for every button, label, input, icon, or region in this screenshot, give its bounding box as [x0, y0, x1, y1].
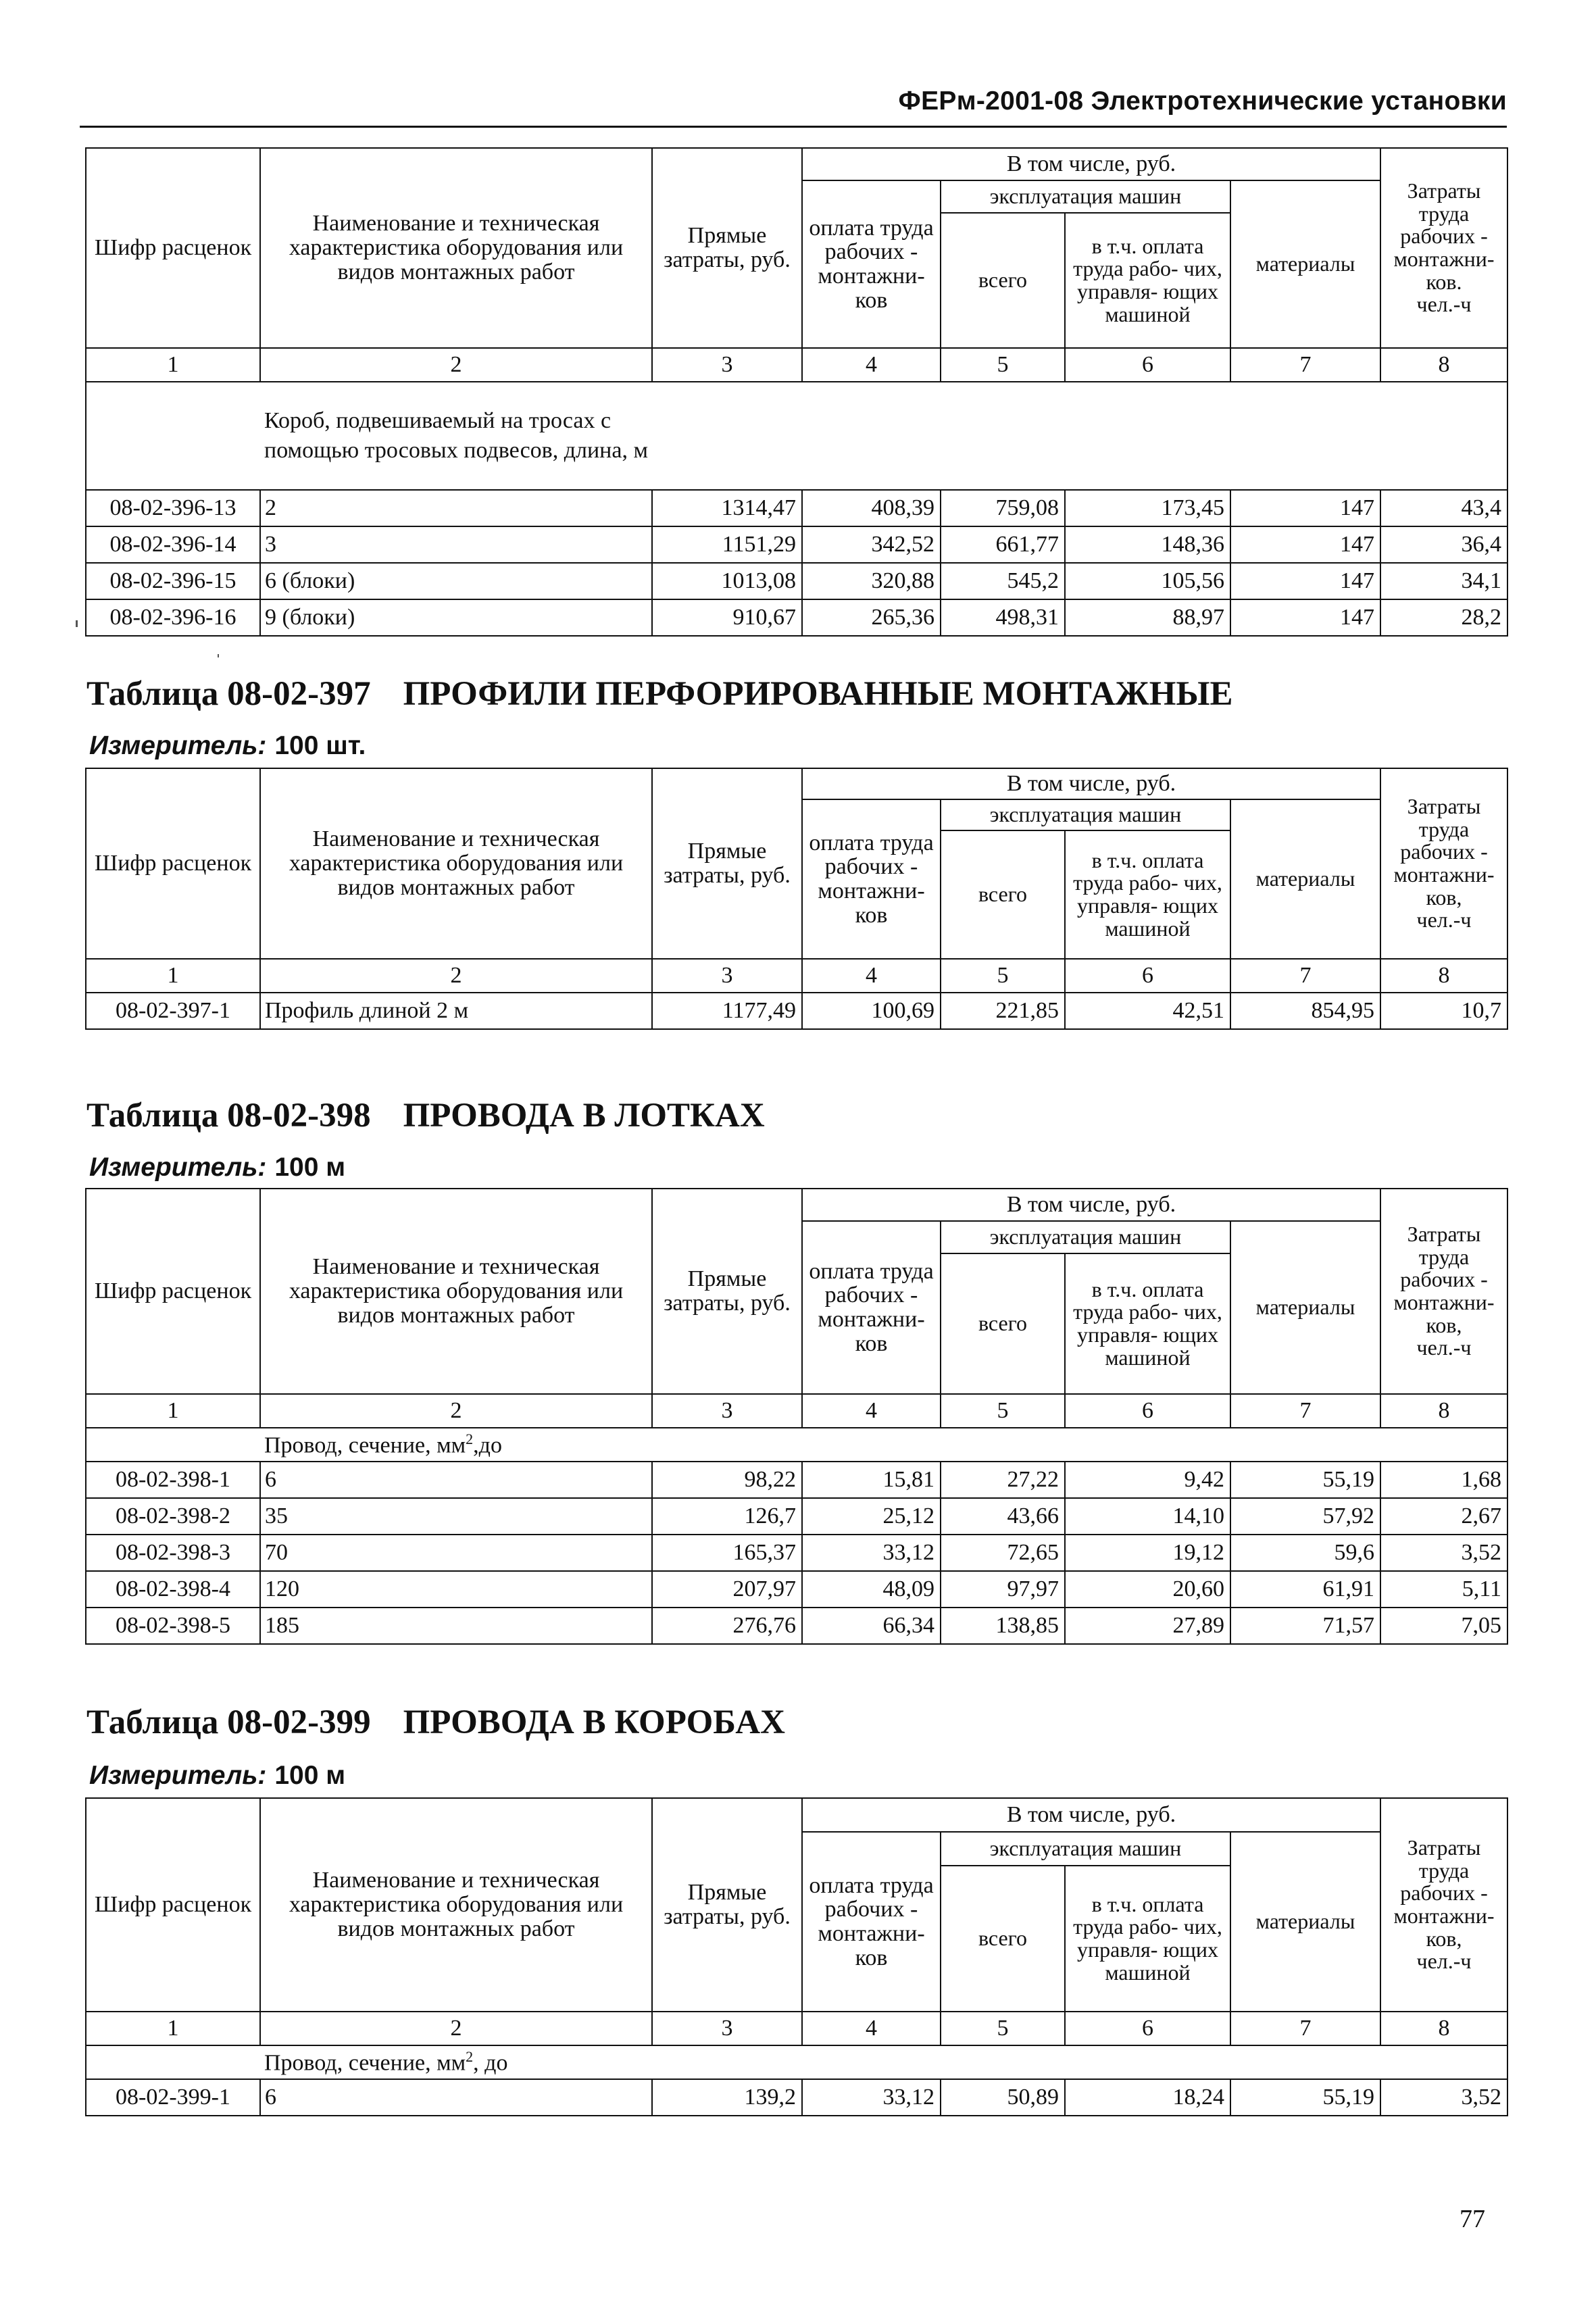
header-machinist-wage: в т.ч. оплата труда рабо- чих, управля- ющих машиной — [1065, 1866, 1230, 2012]
group-label-cell — [260, 2045, 1507, 2079]
table-row — [86, 1571, 1507, 1608]
labor-hours-cell: 43,4 — [1380, 490, 1507, 526]
col-number: 6 — [1065, 348, 1230, 382]
unit-label: Измеритель: — [89, 1153, 267, 1182]
table-header — [86, 148, 1507, 348]
labor-hours-cell: 3,52 — [1380, 1535, 1507, 1571]
work-name-cell: 70 — [260, 1535, 652, 1571]
header-code: Шифр расценок — [86, 148, 260, 348]
col-number: 5 — [941, 2012, 1065, 2045]
unit-value: 100 шт. — [274, 731, 366, 760]
machinist-wage-cell: 27,89 — [1065, 1608, 1230, 1644]
table-row — [86, 993, 1507, 1029]
column-number-row — [86, 348, 1507, 382]
header-code: Шифр расценок — [86, 1189, 260, 1394]
column-number-row — [86, 959, 1507, 993]
machines-total-cell: 545,2 — [941, 563, 1065, 599]
group-row — [86, 2045, 1507, 2079]
header-name: Наименование и техническая характеристика оборудования или видов монтажных работ — [260, 1798, 652, 2012]
work-name-cell: 9 (блоки) — [260, 599, 652, 636]
direct-costs-cell: 1151,29 — [652, 526, 802, 563]
header-labor — [1380, 148, 1507, 348]
table-number: Таблица 08-02-397 — [86, 675, 371, 713]
unit-label: Измеритель: — [89, 1761, 267, 1790]
direct-costs-cell: 276,76 — [652, 1608, 802, 1644]
direct-costs-cell: 207,97 — [652, 1571, 802, 1608]
price-code-cell: 08-02-399-1 — [86, 2079, 260, 2116]
direct-costs-cell: 165,37 — [652, 1535, 802, 1571]
header-labor-text: Затраты труда рабочих - монтажни- ков. — [1393, 178, 1495, 294]
table-header — [86, 1798, 1507, 2012]
table-08-02-397 — [85, 768, 1508, 1030]
col-number: 7 — [1230, 1394, 1380, 1428]
materials-cell: 147 — [1230, 563, 1380, 599]
machines-total-cell: 138,85 — [941, 1608, 1065, 1644]
header-machines-total: всего — [941, 213, 1065, 348]
table-unit — [89, 1761, 345, 1791]
col-number: 3 — [652, 2012, 802, 2045]
table-row — [86, 490, 1507, 526]
machines-total-cell: 50,89 — [941, 2079, 1065, 2116]
machines-total-cell: 97,97 — [941, 1571, 1065, 1608]
direct-costs-cell: 139,2 — [652, 2079, 802, 2116]
machinist-wage-cell: 19,12 — [1065, 1535, 1230, 1571]
price-code-cell: 08-02-396-14 — [86, 526, 260, 563]
header-labor-unit: чел.-ч — [1416, 292, 1472, 317]
materials-cell: 71,57 — [1230, 1608, 1380, 1644]
price-code-cell: 08-02-396-16 — [86, 599, 260, 636]
header-machines-total: всего — [941, 830, 1065, 959]
price-code-cell: 08-02-398-1 — [86, 1462, 260, 1498]
labor-hours-cell: 36,4 — [1380, 526, 1507, 563]
worker-wage-cell: 100,69 — [802, 993, 941, 1029]
materials-cell: 57,92 — [1230, 1498, 1380, 1535]
machines-total-cell: 661,77 — [941, 526, 1065, 563]
materials-cell: 55,19 — [1230, 2079, 1380, 2116]
header-labor-unit: чел.-ч — [1416, 1949, 1472, 1974]
table-header — [86, 768, 1507, 959]
header-code: Шифр расценок — [86, 1798, 260, 2012]
price-code-cell: 08-02-397-1 — [86, 993, 260, 1029]
materials-cell: 147 — [1230, 526, 1380, 563]
labor-hours-cell: 2,67 — [1380, 1498, 1507, 1535]
table-name: ПРОФИЛИ ПЕРФОРИРОВАННЫЕ МОНТАЖНЫЕ — [403, 675, 1233, 713]
work-name-cell: 6 — [260, 1462, 652, 1498]
labor-hours-cell: 34,1 — [1380, 563, 1507, 599]
work-name-cell: 185 — [260, 1608, 652, 1644]
table-row — [86, 2079, 1507, 2116]
header-labor — [1380, 1798, 1507, 2012]
labor-hours-cell: 3,52 — [1380, 2079, 1507, 2116]
direct-costs-cell: 1314,47 — [652, 490, 802, 526]
col-number: 7 — [1230, 959, 1380, 993]
header-labor-text: Затраты труда рабочих - монтажни- ков, — [1393, 1222, 1495, 1337]
header-wage: оплата труда рабочих - монтажни- ков — [802, 799, 941, 959]
work-name-cell: 3 — [260, 526, 652, 563]
rows — [86, 2079, 1507, 2116]
price-code-cell: 08-02-398-3 — [86, 1535, 260, 1571]
column-number-row — [86, 1394, 1507, 1428]
header-direct-costs: Прямые затраты, руб. — [652, 148, 802, 348]
header-materials: материалы — [1230, 1832, 1380, 2012]
machinist-wage-cell: 88,97 — [1065, 599, 1230, 636]
header-wage: оплата труда рабочих - монтажни- ков — [802, 180, 941, 348]
col-number: 1 — [86, 2012, 260, 2045]
unit-value: 100 м — [274, 1761, 346, 1790]
work-name-cell: 2 — [260, 490, 652, 526]
work-name-cell: Профиль длиной 2 м — [260, 993, 652, 1029]
table-name: ПРОВОДА В ЛОТКАХ — [403, 1097, 765, 1135]
header-labor — [1380, 1189, 1507, 1394]
rows — [86, 490, 1507, 636]
group-row — [86, 382, 1507, 490]
group-label-sup: 2 — [466, 1430, 474, 1448]
col-number: 8 — [1380, 959, 1507, 993]
header-materials: материалы — [1230, 1221, 1380, 1394]
header-machines: эксплуатация машин — [941, 180, 1230, 213]
rows — [86, 993, 1507, 1029]
worker-wage-cell: 33,12 — [802, 2079, 941, 2116]
header-rule — [80, 126, 1507, 128]
header-labor-unit: чел.-ч — [1416, 907, 1472, 932]
col-number: 7 — [1230, 2012, 1380, 2045]
machines-total-cell: 72,65 — [941, 1535, 1065, 1571]
header-machines: эксплуатация машин — [941, 799, 1230, 830]
materials-cell: 147 — [1230, 599, 1380, 636]
col-number: 3 — [652, 348, 802, 382]
price-code-cell: 08-02-398-5 — [86, 1608, 260, 1644]
labor-hours-cell: 5,11 — [1380, 1571, 1507, 1608]
machines-total-cell: 43,66 — [941, 1498, 1065, 1535]
machinist-wage-cell: 18,24 — [1065, 2079, 1230, 2116]
column-number-row — [86, 2012, 1507, 2045]
group-label-tail: ,до — [473, 1433, 502, 1458]
group-label-sup: 2 — [466, 2048, 474, 2066]
materials-cell: 55,19 — [1230, 1462, 1380, 1498]
header-machines: эксплуатация машин — [941, 1221, 1230, 1253]
table-title — [86, 674, 1233, 714]
header-including: В том числе, руб. — [802, 1189, 1380, 1221]
col-number: 6 — [1065, 959, 1230, 993]
direct-costs-cell: 1013,08 — [652, 563, 802, 599]
header-wage: оплата труда рабочих - монтажни- ков — [802, 1832, 941, 2012]
col-number: 1 — [86, 1394, 260, 1428]
header-labor-text: Затраты труда рабочих - монтажни- ков, — [1393, 1835, 1495, 1951]
header-machinist-wage: в т.ч. оплата труда рабо- чих, управля- ющих машиной — [1065, 830, 1230, 959]
worker-wage-cell: 265,36 — [802, 599, 941, 636]
price-code-cell: 08-02-396-15 — [86, 563, 260, 599]
header-including: В том числе, руб. — [802, 768, 1380, 799]
machinist-wage-cell: 42,51 — [1065, 993, 1230, 1029]
group-label-cell — [260, 1428, 1507, 1462]
direct-costs-cell: 910,67 — [652, 599, 802, 636]
header-direct-costs: Прямые затраты, руб. — [652, 1189, 802, 1394]
table-08-02-396 — [85, 147, 1508, 637]
direct-costs-cell: 126,7 — [652, 1498, 802, 1535]
machinist-wage-cell: 14,10 — [1065, 1498, 1230, 1535]
table-number: Таблица 08-02-399 — [86, 1703, 371, 1741]
table-row — [86, 1462, 1507, 1498]
work-name-cell: 120 — [260, 1571, 652, 1608]
machinist-wage-cell: 173,45 — [1065, 490, 1230, 526]
col-number: 1 — [86, 348, 260, 382]
header-machines-total: всего — [941, 1253, 1065, 1394]
table-row — [86, 1535, 1507, 1571]
worker-wage-cell: 15,81 — [802, 1462, 941, 1498]
header-labor-unit: чел.-ч — [1416, 1335, 1472, 1360]
col-number: 6 — [1065, 2012, 1230, 2045]
col-number: 5 — [941, 1394, 1065, 1428]
group-label-cell — [260, 382, 1507, 490]
worker-wage-cell: 25,12 — [802, 1498, 941, 1535]
materials-cell: 61,91 — [1230, 1571, 1380, 1608]
work-name-cell: 6 (блоки) — [260, 563, 652, 599]
work-name-cell: 35 — [260, 1498, 652, 1535]
header-including: В том числе, руб. — [802, 1798, 1380, 1832]
col-number: 8 — [1380, 2012, 1507, 2045]
table-row — [86, 526, 1507, 563]
header-name: Наименование и техническая характеристика оборудования или видов монтажных работ — [260, 148, 652, 348]
labor-hours-cell: 28,2 — [1380, 599, 1507, 636]
worker-wage-cell: 48,09 — [802, 1571, 941, 1608]
table-08-02-399 — [85, 1797, 1508, 2116]
price-code-cell: 08-02-398-2 — [86, 1498, 260, 1535]
table-row — [86, 563, 1507, 599]
labor-hours-cell: 10,7 — [1380, 993, 1507, 1029]
header-name: Наименование и техническая характеристика оборудования или видов монтажных работ — [260, 768, 652, 959]
col-number: 3 — [652, 1394, 802, 1428]
header-direct-costs: Прямые затраты, руб. — [652, 768, 802, 959]
machines-total-cell: 498,31 — [941, 599, 1065, 636]
col-number: 2 — [260, 2012, 652, 2045]
labor-hours-cell: 7,05 — [1380, 1608, 1507, 1644]
col-number: 2 — [260, 1394, 652, 1428]
header-machines-total: всего — [941, 1866, 1065, 2012]
machinist-wage-cell: 9,42 — [1065, 1462, 1230, 1498]
scan-mark — [218, 654, 219, 657]
machinist-wage-cell: 105,56 — [1065, 563, 1230, 599]
col-number: 3 — [652, 959, 802, 993]
materials-cell: 147 — [1230, 490, 1380, 526]
header-direct-costs: Прямые затраты, руб. — [652, 1798, 802, 2012]
col-number: 5 — [941, 348, 1065, 382]
direct-costs-cell: 1177,49 — [652, 993, 802, 1029]
group-spacer — [86, 2045, 260, 2079]
group-label: Провод, сечение, мм — [264, 2050, 466, 2076]
worker-wage-cell: 320,88 — [802, 563, 941, 599]
table-row — [86, 1608, 1507, 1644]
table-header — [86, 1189, 1507, 1394]
group-label: Провод, сечение, мм — [264, 1433, 466, 1458]
header-labor — [1380, 768, 1507, 959]
col-number: 4 — [802, 959, 941, 993]
table-row — [86, 599, 1507, 636]
col-number: 5 — [941, 959, 1065, 993]
table-title — [86, 1703, 785, 1742]
table-name: ПРОВОДА В КОРОБАХ — [403, 1703, 785, 1741]
header-wage: оплата труда рабочих - монтажни- ков — [802, 1221, 941, 1394]
materials-cell: 59,6 — [1230, 1535, 1380, 1571]
table-08-02-398 — [85, 1188, 1508, 1645]
machinist-wage-cell: 20,60 — [1065, 1571, 1230, 1608]
header-materials: материалы — [1230, 180, 1380, 348]
direct-costs-cell: 98,22 — [652, 1462, 802, 1498]
machinist-wage-cell: 148,36 — [1065, 526, 1230, 563]
price-code-cell: 08-02-398-4 — [86, 1571, 260, 1608]
running-head: ФЕРм-2001-08 Электротехнические установки — [898, 86, 1507, 116]
header-materials: материалы — [1230, 799, 1380, 959]
col-number: 7 — [1230, 348, 1380, 382]
scan-mark — [76, 620, 78, 627]
table-unit — [89, 731, 366, 761]
work-name-cell: 6 — [260, 2079, 652, 2116]
header-name: Наименование и техническая характеристика оборудования или видов монтажных работ — [260, 1189, 652, 1394]
col-number: 8 — [1380, 1394, 1507, 1428]
group-row — [86, 1428, 1507, 1462]
header-machinist-wage: в т.ч. оплата труда рабо- чих, управля- ющих машиной — [1065, 1253, 1230, 1394]
table-row — [86, 1498, 1507, 1535]
col-number: 4 — [802, 348, 941, 382]
col-number: 4 — [802, 2012, 941, 2045]
unit-value: 100 м — [274, 1153, 346, 1182]
machines-total-cell: 759,08 — [941, 490, 1065, 526]
worker-wage-cell: 66,34 — [802, 1608, 941, 1644]
unit-label: Измеритель: — [89, 731, 267, 760]
col-number: 1 — [86, 959, 260, 993]
labor-hours-cell: 1,68 — [1380, 1462, 1507, 1498]
header-including: В том числе, руб. — [802, 148, 1380, 180]
group-spacer — [86, 382, 260, 490]
col-number: 8 — [1380, 348, 1507, 382]
header-machines: эксплуатация машин — [941, 1832, 1230, 1866]
machines-total-cell: 221,85 — [941, 993, 1065, 1029]
page-number: 77 — [1460, 2205, 1485, 2233]
header-machinist-wage: в т.ч. оплата труда рабо- чих, управля- ющих машиной — [1065, 213, 1230, 348]
group-spacer — [86, 1428, 260, 1462]
table-number: Таблица 08-02-398 — [86, 1097, 371, 1135]
rows — [86, 1462, 1507, 1644]
table-title — [86, 1096, 765, 1135]
col-number: 6 — [1065, 1394, 1230, 1428]
machines-total-cell: 27,22 — [941, 1462, 1065, 1498]
worker-wage-cell: 408,39 — [802, 490, 941, 526]
col-number: 4 — [802, 1394, 941, 1428]
col-number: 2 — [260, 959, 652, 993]
materials-cell: 854,95 — [1230, 993, 1380, 1029]
worker-wage-cell: 33,12 — [802, 1535, 941, 1571]
header-code: Шифр расценок — [86, 768, 260, 959]
group-label-tail: , до — [473, 2050, 508, 2076]
worker-wage-cell: 342,52 — [802, 526, 941, 563]
table-unit — [89, 1153, 345, 1183]
price-code-cell: 08-02-396-13 — [86, 490, 260, 526]
col-number: 2 — [260, 348, 652, 382]
group-label: Короб, подвешиваемый на тросах с помощью тросовых подвесов, длина, м — [264, 407, 648, 463]
header-labor-text: Затраты труда рабочих - монтажни- ков, — [1393, 794, 1495, 910]
